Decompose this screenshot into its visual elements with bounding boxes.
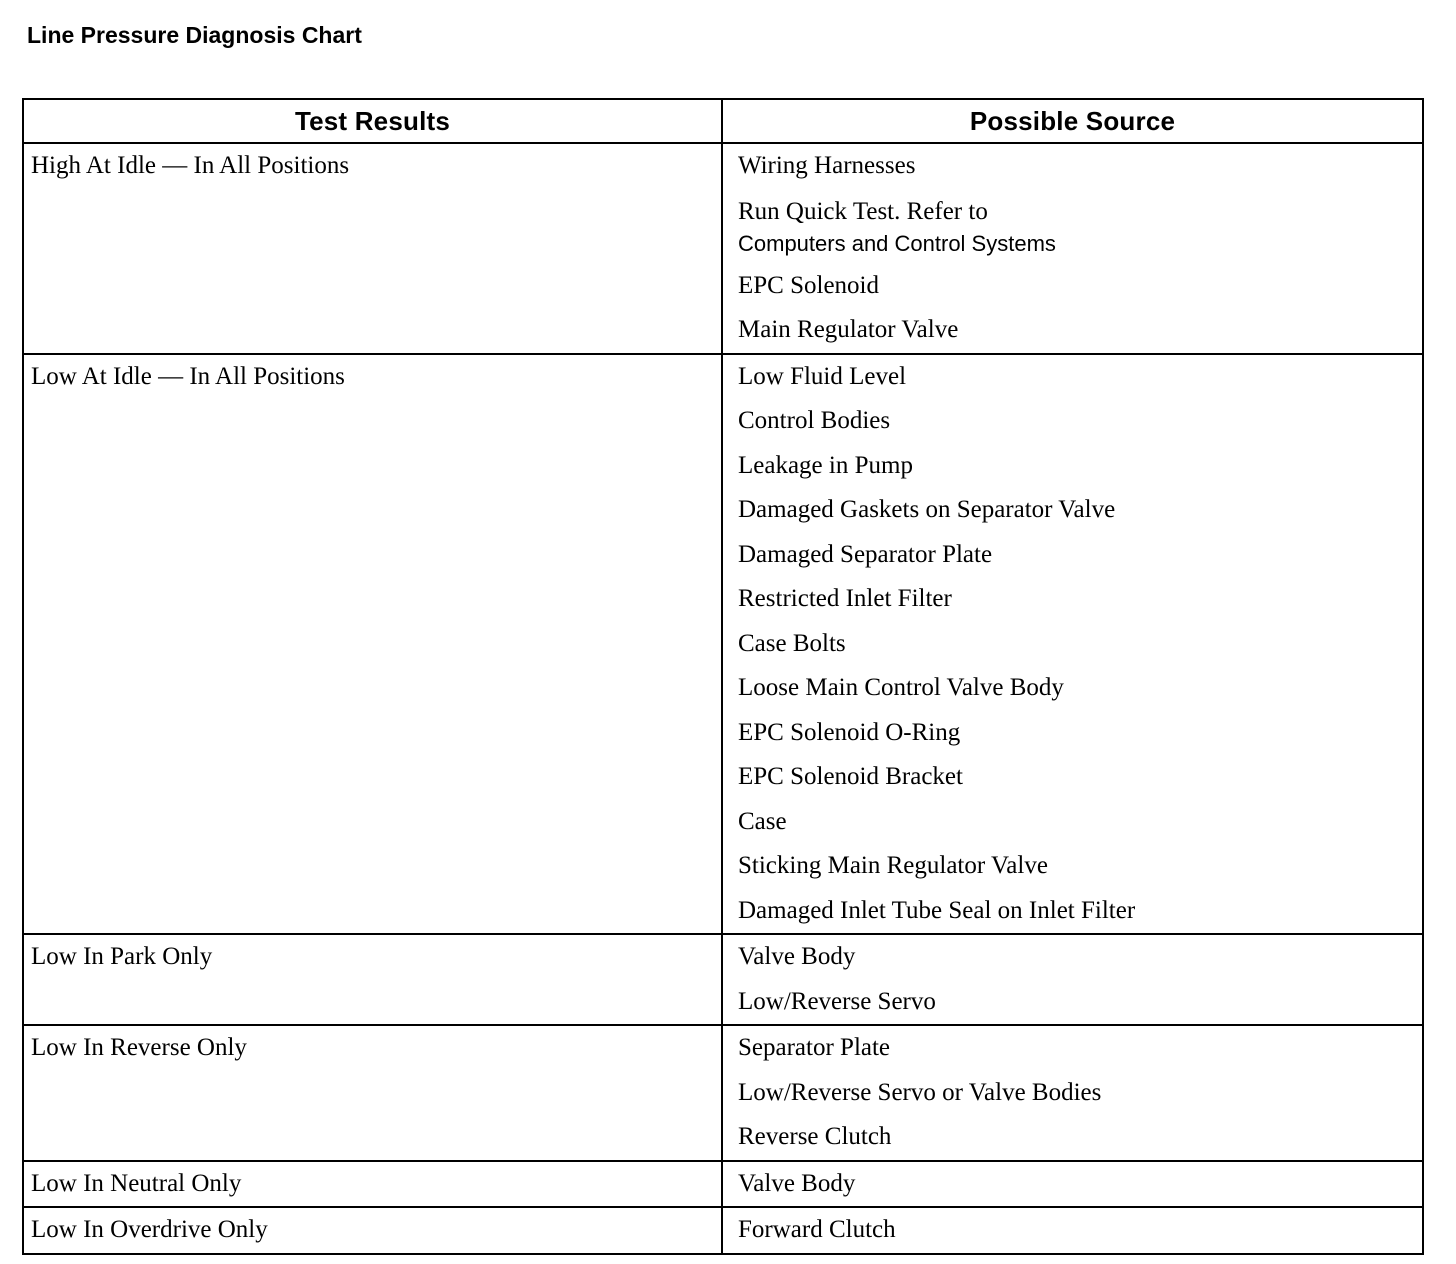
test-result-cell [23,354,722,935]
possible-source-line: Run Quick Test. Refer to [738,197,988,225]
table-row [23,1161,1423,1208]
possible-source-item: Case [738,807,787,835]
table-row [23,934,1423,1025]
table-row [23,143,1423,354]
test-result: Low In Park Only [31,943,213,970]
possible-source-item: Loose Main Control Valve Body [738,674,1064,701]
possible-source-cell [722,1025,1423,1161]
test-result-cell [23,1161,722,1208]
possible-source-cell [722,143,1423,354]
test-result: Low In Neutral Only [31,1169,242,1197]
column-header-test-results: Test Results [23,99,722,143]
column-header-possible-source: Possible Source [722,99,1423,143]
table-header-row [23,99,1423,143]
possible-source-item: EPC Solenoid Bracket [738,763,963,790]
possible-source-item: Low/Reverse Servo or Valve Bodies [738,1078,1102,1106]
possible-source-cell [722,934,1423,1025]
test-result: High At Idle — In All Positions [31,152,350,179]
possible-source-item: Leakage in Pump [738,451,913,479]
test-result: Low In Reverse Only [31,1034,247,1061]
possible-source-item: Restricted Inlet Filter [738,585,952,612]
possible-source-item: Forward Clutch [738,1216,896,1243]
possible-source-cell [722,1161,1423,1208]
page-title: Line Pressure Diagnosis Chart [27,22,362,48]
possible-source-item: Damaged Separator Plate [738,540,993,568]
possible-source-item: Control Bodies [738,407,891,434]
possible-source-item: Valve Body [738,1169,856,1197]
possible-source-item: Valve Body [738,943,856,970]
table-row [23,1207,1423,1254]
possible-source-item: Main Regulator Valve [738,316,959,343]
possible-source-item: Low/Reverse Servo [738,987,936,1015]
possible-source-cell [722,1207,1423,1254]
possible-source-item: Wiring Harnesses [738,152,916,179]
test-result-cell [23,1025,722,1161]
possible-source-item: Sticking Main Regulator Valve [738,852,1048,879]
possible-source-cell [722,354,1423,935]
possible-source-line: Computers and Control Systems [738,230,1056,256]
test-result: Low At Idle — In All Positions [31,362,345,390]
possible-source-item: Reverse Clutch [738,1123,892,1150]
possible-source-item: Case Bolts [738,629,846,657]
possible-source-item: Damaged Inlet Tube Seal on Inlet Filter [738,896,1136,924]
possible-source-item: Low Fluid Level [738,362,907,390]
possible-source-item: EPC Solenoid [738,271,879,299]
table-row [23,354,1423,935]
possible-source-item: Separator Plate [738,1034,891,1061]
test-result-cell [23,1207,722,1254]
test-result-cell [23,143,722,354]
possible-source-item: Damaged Gaskets on Separator Valve [738,496,1116,523]
diagnosis-table [22,98,1424,1255]
possible-source-item: EPC Solenoid O-Ring [738,718,961,746]
test-result: Low In Overdrive Only [31,1216,268,1243]
possible-source-item [738,189,1422,264]
table-row [23,1025,1423,1161]
test-result-cell [23,934,722,1025]
